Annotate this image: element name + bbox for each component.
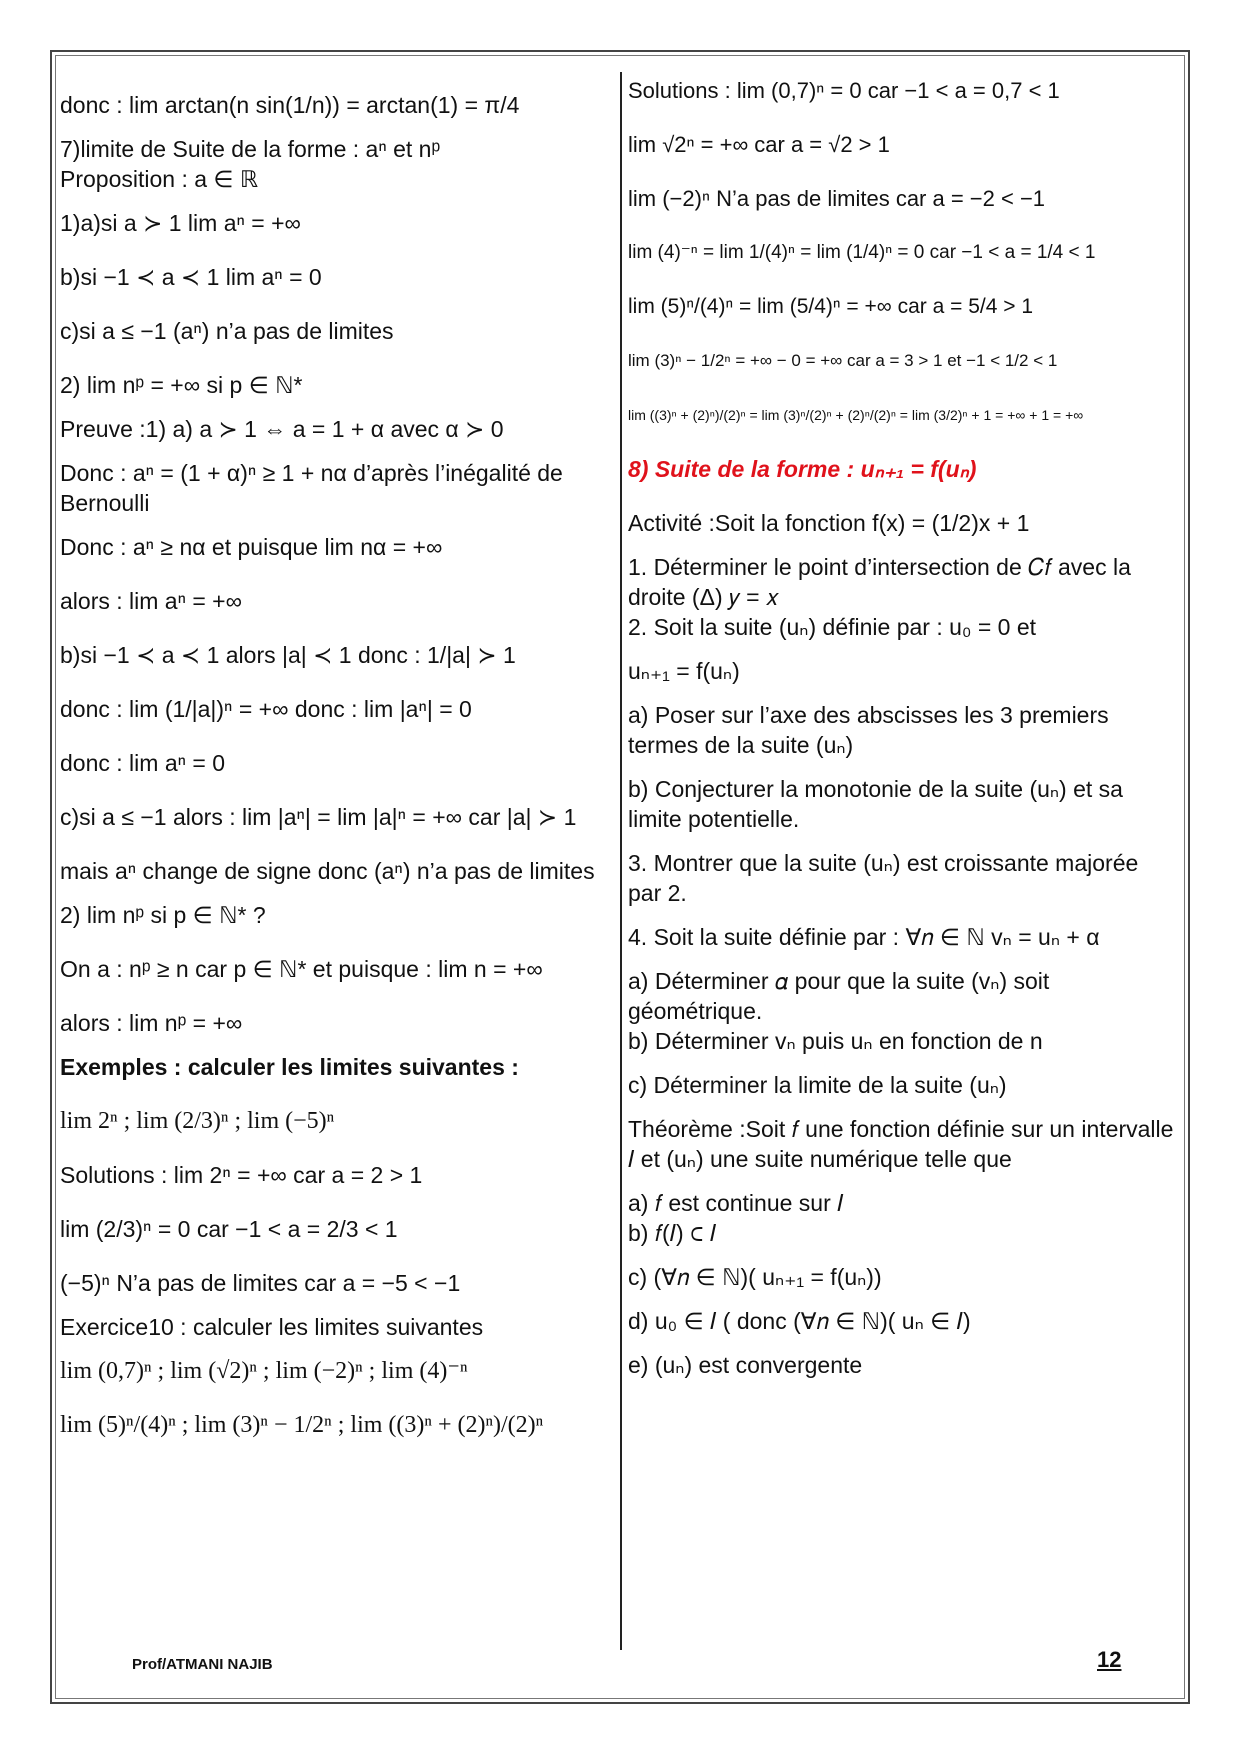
text-line: c)si a ≤ −1 alors : lim |aⁿ| = lim |a|ⁿ = +∞ car |a| ≻ 1 xyxy=(60,804,577,830)
text-line: lim √2ⁿ = +∞ car a = √2 > 1 xyxy=(628,132,890,157)
text-line: b) Conjecturer la monotonie de la suite (uₙ) et sa limite potentielle. xyxy=(628,776,1123,832)
text-line: 1. Déterminer le point d’intersection de 𝐶𝑓 avec la droite (Δ) 𝑦 = 𝑥 xyxy=(628,554,1131,610)
text-line: Donc : aⁿ = (1 + α)ⁿ ≥ 1 + nα d’après l’inégalité de Bernoulli xyxy=(60,460,563,516)
text-line: Donc : aⁿ ≥ nα et puisque lim nα = +∞ xyxy=(60,534,443,560)
text-line: Solutions : lim (0,7)ⁿ = 0 car −1 < a = 0,7 < 1 xyxy=(628,78,1060,103)
text-line: lim (4)⁻ⁿ = lim 1/(4)ⁿ = lim (1/4)ⁿ = 0 car −1 < a = 1/4 < 1 xyxy=(628,242,1096,263)
text-line: lim (3)ⁿ − 1/2ⁿ = +∞ − 0 = +∞ car a = 3 > 1 et −1 < 1/2 < 1 xyxy=(628,351,1058,370)
text-line: b)si −1 ≺ a ≺ 1 lim aⁿ = 0 xyxy=(60,264,322,290)
text-line: 2) lim nᵖ si p ∈ ℕ* ? xyxy=(60,902,266,928)
text-line: a) Poser sur l’axe des abscisses les 3 premiers termes de la suite (uₙ) xyxy=(628,702,1109,758)
text-line: alors : lim aⁿ = +∞ xyxy=(60,588,243,614)
text-line: lim 2ⁿ ; lim (2/3)ⁿ ; lim (−5)ⁿ xyxy=(60,1108,335,1134)
text-line: Proposition : a ∈ ℝ xyxy=(60,166,259,192)
text-line: (−5)ⁿ N’a pas de limites car a = −5 < −1 xyxy=(60,1270,461,1296)
text-line: Preuve :1) a) a ≻ 1 ⇔ a = 1 + α avec α ≻ 0 xyxy=(60,416,504,442)
author-name: Prof/ATMANI NAJIB xyxy=(132,1656,273,1673)
text-line: donc : lim arctan(n sin(1/n)) = arctan(1) = π/4 xyxy=(60,92,520,118)
text-line: 3. Montrer que la suite (uₙ) est croissante majorée par 2. xyxy=(628,850,1139,906)
text-line: donc : lim (1/|a|)ⁿ = +∞ donc : lim |aⁿ| = 0 xyxy=(60,696,472,722)
text-line: Exercice10 : calculer les limites suivantes xyxy=(60,1314,484,1340)
text-line: a) 𝑓 est continue sur 𝐼 xyxy=(628,1190,844,1216)
text-line: lim (5)ⁿ/(4)ⁿ ; lim (3)ⁿ − 1/2ⁿ ; lim ((3)ⁿ + (2)ⁿ)/(2)ⁿ xyxy=(60,1412,544,1438)
text-line: uₙ₊₁ = f(uₙ) xyxy=(628,658,740,684)
text-line: Solutions : lim 2ⁿ = +∞ car a = 2 > 1 xyxy=(60,1162,423,1188)
text-line: lim (2/3)ⁿ = 0 car −1 < a = 2/3 < 1 xyxy=(60,1216,398,1242)
text-line: 2. Soit la suite (uₙ) définie par : u₀ = 0 et xyxy=(628,614,1037,640)
text-line: lim (−2)ⁿ N’a pas de limites car a = −2 < −1 xyxy=(628,186,1046,211)
text-line: d) u₀ ∈ 𝐼 ( donc (∀𝑛 ∈ ℕ)( uₙ ∈ 𝐼) xyxy=(628,1308,971,1334)
text-line: b)si −1 ≺ a ≺ 1 alors |a| ≺ 1 donc : 1/|a| ≻ 1 xyxy=(60,642,516,668)
text-line: 2) lim nᵖ = +∞ si p ∈ ℕ* xyxy=(60,372,303,398)
text-line: lim (0,7)ⁿ ; lim (√2)ⁿ ; lim (−2)ⁿ ; lim (4)⁻ⁿ xyxy=(60,1358,468,1384)
text-line: lim (5)ⁿ/(4)ⁿ = lim (5/4)ⁿ = +∞ car a = 5/4 > 1 xyxy=(628,295,1033,318)
section-heading: 8) Suite de la forme : uₙ₊₁ = f(uₙ) xyxy=(628,456,977,482)
text-line: e) (uₙ) est convergente xyxy=(628,1352,863,1378)
text-line: b) 𝑓(𝐼) ⊂ 𝐼 xyxy=(628,1220,717,1246)
section-heading: 7)limite de Suite de la forme : aⁿ et nᵖ xyxy=(60,136,441,162)
text-line: donc : lim aⁿ = 0 xyxy=(60,750,225,776)
right-column xyxy=(628,76,1174,1380)
text-line: lim ((3)ⁿ + (2)ⁿ)/(2)ⁿ = lim (3)ⁿ/(2)ⁿ + (2)ⁿ/(2)ⁿ = lim (3/2)ⁿ + 1 = +∞ + 1 = +∞ xyxy=(628,407,1084,423)
page-number: 12 xyxy=(1097,1647,1122,1672)
text-line: Exemples : calculer les limites suivantes : xyxy=(60,1054,519,1080)
text-line: On a : nᵖ ≥ n car p ∈ ℕ* et puisque : lim n = +∞ xyxy=(60,956,543,982)
text-line: c) Déterminer la limite de la suite (uₙ) xyxy=(628,1072,1007,1098)
left-column xyxy=(60,76,608,1440)
text-line: c) (∀𝑛 ∈ ℕ)( uₙ₊₁ = f(uₙ)) xyxy=(628,1264,882,1290)
text-line: a) Déterminer 𝛼 pour que la suite (vₙ) soit géométrique. xyxy=(628,968,1050,1024)
text-line: b) Déterminer vₙ puis uₙ en fonction de n xyxy=(628,1028,1043,1054)
text-line: 1)a)si a ≻ 1 lim aⁿ = +∞ xyxy=(60,210,301,236)
text-line: Activité :Soit la fonction f(x) = (1/2)x + 1 xyxy=(628,510,1030,536)
text-line: 4. Soit la suite définie par : ∀𝑛 ∈ ℕ vₙ = uₙ + α xyxy=(628,924,1100,950)
column-divider xyxy=(620,72,622,1650)
text-line: mais aⁿ change de signe donc (aⁿ) n’a pas de limites xyxy=(60,858,595,884)
text-line: alors : lim nᵖ = +∞ xyxy=(60,1010,243,1036)
text-line: Théorème :Soit 𝑓 une fonction définie sur un intervalle 𝐼 et (uₙ) une suite numérique telle que xyxy=(628,1116,1174,1172)
text-line: c)si a ≤ −1 (aⁿ) n’a pas de limites xyxy=(60,318,394,344)
